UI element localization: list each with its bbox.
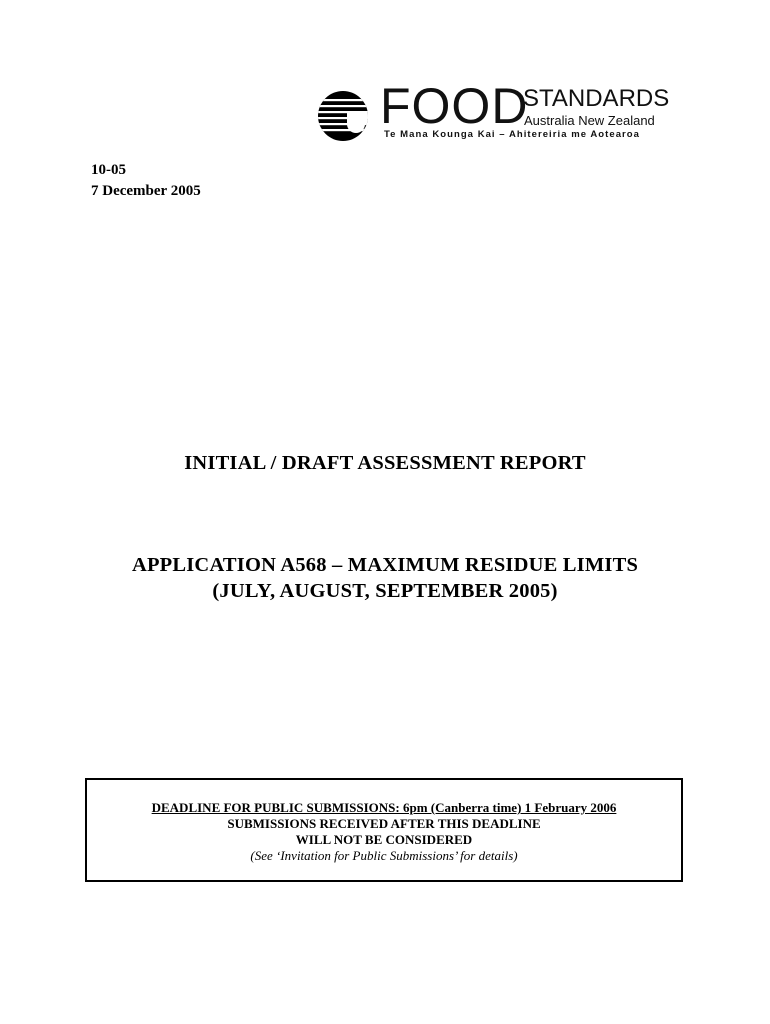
application-title (0, 552, 770, 604)
deadline-main-line: DEADLINE FOR PUBLIC SUBMISSIONS: 6pm (Canberra time) 1 February 2006 (151, 800, 617, 815)
application-title-line2: (JULY, AUGUST, SEPTEMBER 2005) (212, 580, 558, 602)
deadline-notice-box (85, 778, 683, 882)
application-title-line1: APPLICATION A568 – MAXIMUM RESIDUE LIMITS (131, 554, 639, 576)
food-standards-logo-mark-icon (316, 90, 370, 142)
document-meta (91, 160, 201, 202)
deadline-line-2: SUBMISSIONS RECEIVED AFTER THIS DEADLINE (227, 816, 541, 831)
logo-food-text: FOOD (380, 78, 529, 134)
report-title: INITIAL / DRAFT ASSESSMENT REPORT (184, 452, 586, 474)
logo-standards-text: STANDARDS (523, 85, 670, 112)
deadline-note: (See ‘Invitation for Public Submissions’ for details) (250, 848, 518, 863)
document-reference: 10-05 (91, 162, 126, 178)
document-date: 7 December 2005 (91, 183, 201, 199)
logo-maori-tagline: Te Mana Kounga Kai – Ahitereiria me Aotearoa (384, 129, 640, 140)
logo-region-text: Australia New Zealand (524, 113, 655, 128)
deadline-line-3: WILL NOT BE CONSIDERED (295, 832, 473, 847)
fsanz-logo (316, 78, 686, 142)
